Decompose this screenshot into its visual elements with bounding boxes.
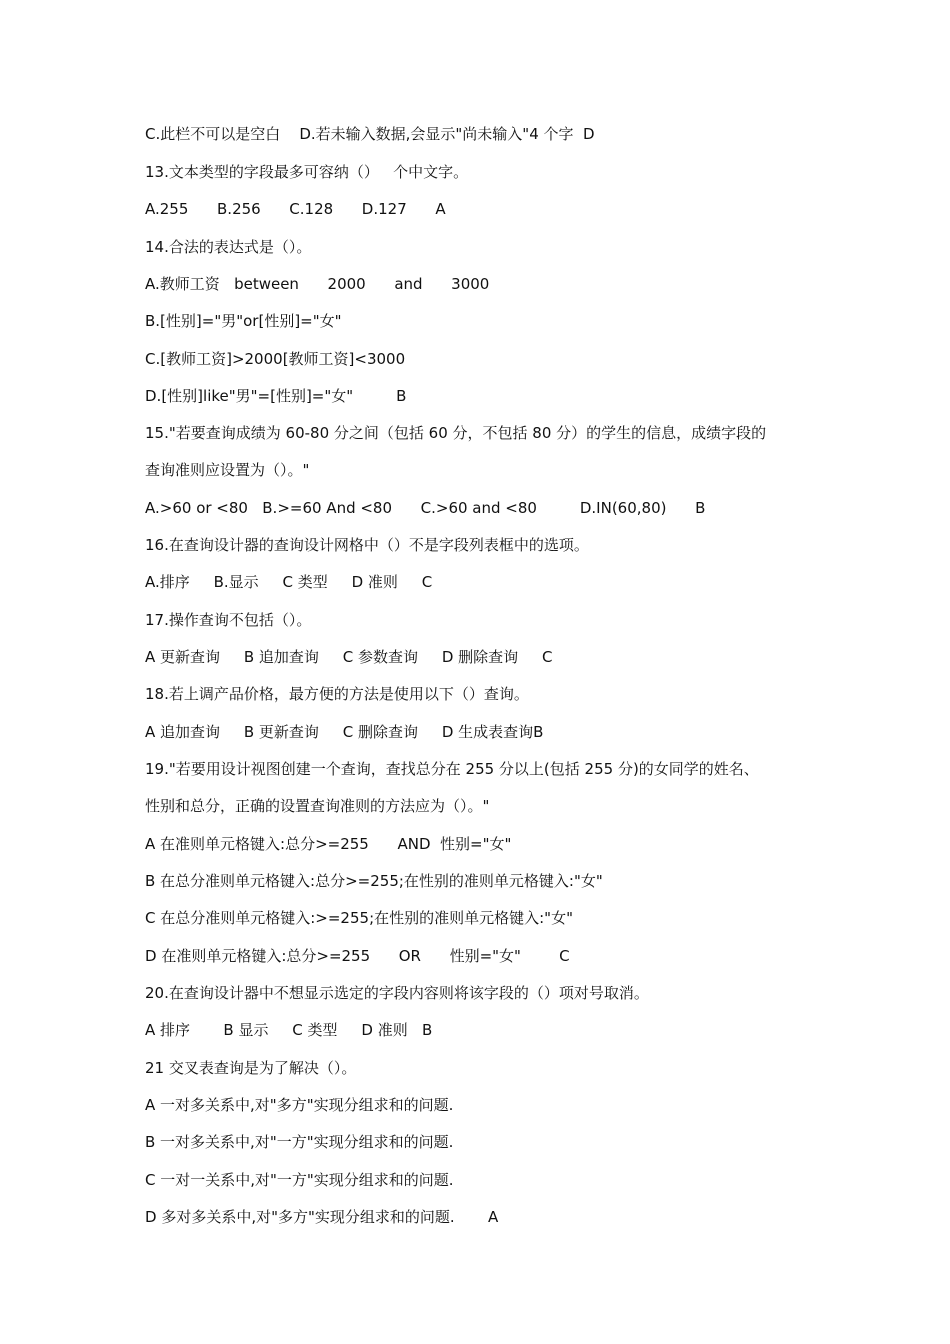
options-20: A 排序 B 显示 C 类型 D 准则 B [145, 1021, 433, 1039]
question-17: 17.操作查询不包括（）。 [145, 611, 312, 629]
option-14-b: B.[性别]="男"or[性别]="女" [145, 312, 342, 330]
question-14: 14.合法的表达式是（）。 [145, 238, 312, 256]
option-14-a: A.教师工资 between 2000 and 3000 [145, 275, 490, 293]
text-line: C.此栏不可以是空白 D.若未输入数据,会显示"尚未输入"4 个字 D [145, 125, 595, 143]
option-21-a: A 一对多关系中,对"多方"实现分组求和的问题. [145, 1096, 454, 1114]
question-19-cont: 性别和总分，正确的设置查询准则的方法应为（）。" [145, 797, 490, 815]
question-19: 19."若要用设计视图创建一个查询，查找总分在 255 分以上(包括 255 分)的女同学的姓名、 [145, 760, 759, 778]
option-14-d: D.[性别]like"男"=[性别]="女" B [145, 387, 407, 405]
option-21-b: B 一对多关系中,对"一方"实现分组求和的问题. [145, 1133, 454, 1151]
option-19-a: A 在准则单元格键入:总分>=255 AND 性别="女" [145, 835, 512, 853]
options-18: A 追加查询 B 更新查询 C 删除查询 D 生成表查询B [145, 723, 544, 741]
option-19-d: D 在准则单元格键入:总分>=255 OR 性别="女" C [145, 947, 570, 965]
options-15: A.>60 or <80 B.>=60 And <80 C.>60 and <80 D.IN(60,80) B [145, 499, 706, 517]
question-21: 21 交叉表查询是为了解决（）。 [145, 1059, 357, 1077]
question-15-cont: 查询准则应设置为（）。" [145, 461, 310, 479]
question-16: 16.在查询设计器的查询设计网格中（）不是字段列表框中的选项。 [145, 536, 589, 554]
options-17: A 更新查询 B 追加查询 C 参数查询 D 删除查询 C [145, 648, 553, 666]
option-21-c: C 一对一关系中,对"一方"实现分组求和的问题. [145, 1171, 454, 1189]
question-13: 13.文本类型的字段最多可容纳（） 个中文字。 [145, 163, 469, 181]
question-18: 18.若上调产品价格，最方便的方法是使用以下（）查询。 [145, 685, 529, 703]
question-20: 20.在查询设计器中不想显示选定的字段内容则将该字段的（）项对号取消。 [145, 984, 649, 1002]
option-14-c: C.[教师工资]>2000[教师工资]<3000 [145, 350, 406, 368]
option-21-d: D 多对多关系中,对"多方"实现分组求和的问题. A [145, 1208, 499, 1226]
option-19-b: B 在总分准则单元格键入:总分>=255;在性别的准则单元格键入:"女" [145, 872, 603, 890]
options-16: A.排序 B.显示 C 类型 D 准则 C [145, 573, 433, 591]
option-19-c: C 在总分准则单元格键入:>=255;在性别的准则单元格键入:"女" [145, 909, 573, 927]
question-15: 15."若要查询成绩为 60-80 分之间（包括 60 分，不包括 80 分）的学生的信息，成绩字段的 [145, 424, 767, 442]
options-13: A.255 B.256 C.128 D.127 A [145, 200, 446, 218]
